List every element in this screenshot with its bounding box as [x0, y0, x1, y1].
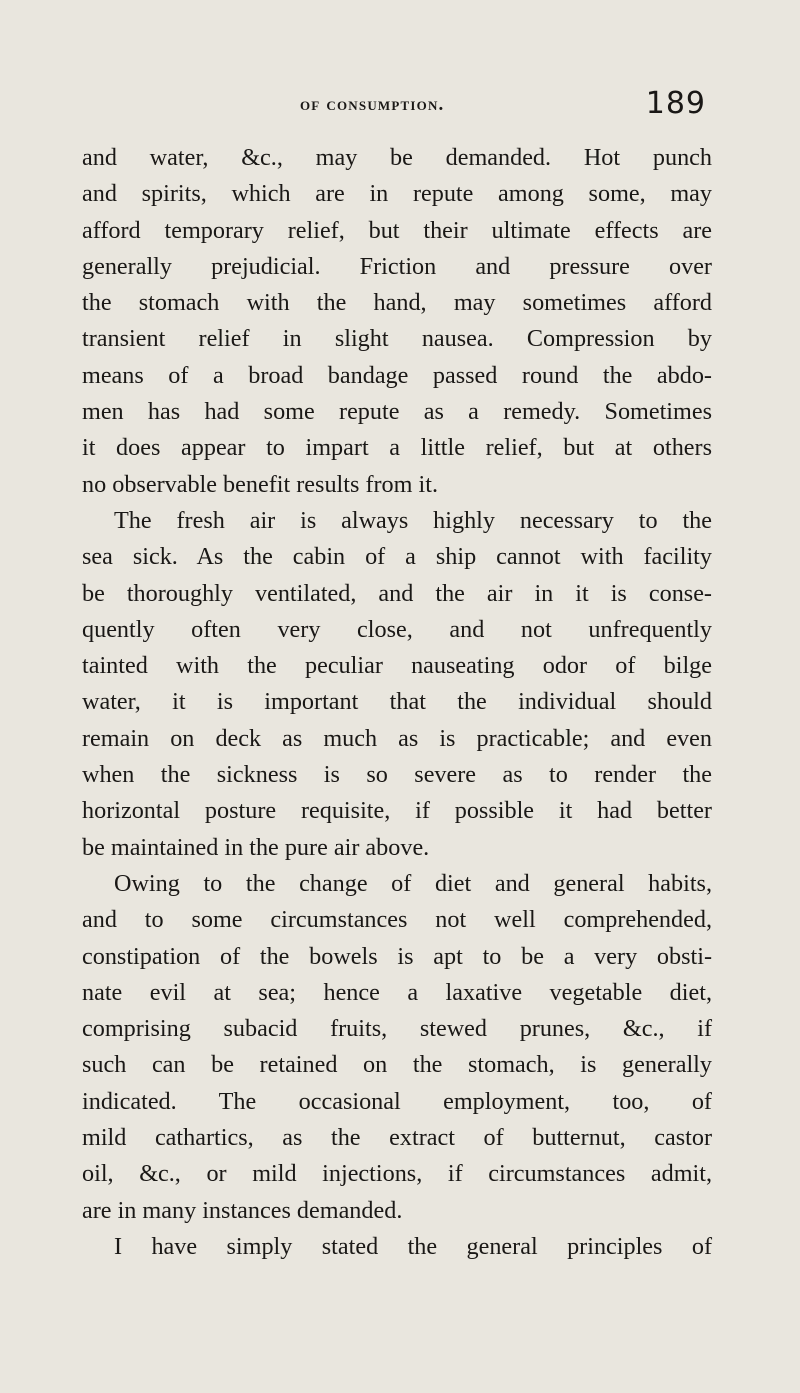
text-line: sea sick. As the cabin of a ship cannot with facility [82, 543, 712, 571]
text-line: be maintained in the pure air above. [82, 833, 430, 861]
text-line: and to some circumstances not well comprehended, [82, 906, 712, 934]
text-line: such can be retained on the stomach, is generally [82, 1051, 712, 1079]
text-line: the stomach with the hand, may sometimes afford [82, 289, 712, 317]
page-number: 189 [645, 86, 706, 121]
running-title: of consumption. [300, 94, 445, 115]
text-line: nate evil at sea; hence a laxative vegetable diet, [82, 978, 712, 1006]
text-line: remain on deck as much as is practicable; and even [82, 724, 712, 752]
text-line: The fresh air is always highly necessary to the [114, 506, 712, 534]
body-text [82, 140, 712, 1265]
text-line: be thoroughly ventilated, and the air in it is conse- [82, 579, 712, 607]
text-line: mild cathartics, as the extract of butternut, castor [82, 1124, 712, 1152]
text-line: means of a broad bandage passed round the abdo- [82, 361, 712, 389]
text-line: water, it is important that the individual should [82, 688, 712, 716]
text-line: and spirits, which are in repute among some, may [82, 180, 712, 208]
text-line: oil, &c., or mild injections, if circumstances admit, [82, 1160, 712, 1188]
text-line: transient relief in slight nausea. Compression by [82, 325, 712, 353]
text-line: afford temporary relief, but their ultimate effects are [82, 216, 712, 244]
text-line: no observable benefit results from it. [82, 470, 438, 498]
text-line: when the sickness is so severe as to render the [82, 761, 712, 789]
text-line: Owing to the change of diet and general habits, [114, 869, 712, 897]
text-line: indicated. The occasional employment, too, of [82, 1087, 712, 1115]
text-line: men has had some repute as a remedy. Sometimes [82, 398, 712, 426]
text-line: constipation of the bowels is apt to be a very obsti- [82, 942, 712, 970]
text-line: it does appear to impart a little relief, but at others [82, 434, 712, 462]
running-head [0, 86, 800, 122]
text-line: and water, &c., may be demanded. Hot punch [82, 144, 712, 171]
text-line: horizontal posture requisite, if possible it had better [82, 797, 712, 825]
text-line: are in many instances demanded. [82, 1196, 403, 1224]
text-line: comprising subacid fruits, stewed prunes, &c., if [82, 1015, 712, 1043]
text-line: quently often very close, and not unfrequently [82, 615, 712, 643]
text-line: tainted with the peculiar nauseating odor of bilge [82, 652, 712, 680]
text-line: I have simply stated the general principles of [114, 1232, 712, 1260]
text-line: generally prejudicial. Friction and pressure over [82, 252, 712, 280]
